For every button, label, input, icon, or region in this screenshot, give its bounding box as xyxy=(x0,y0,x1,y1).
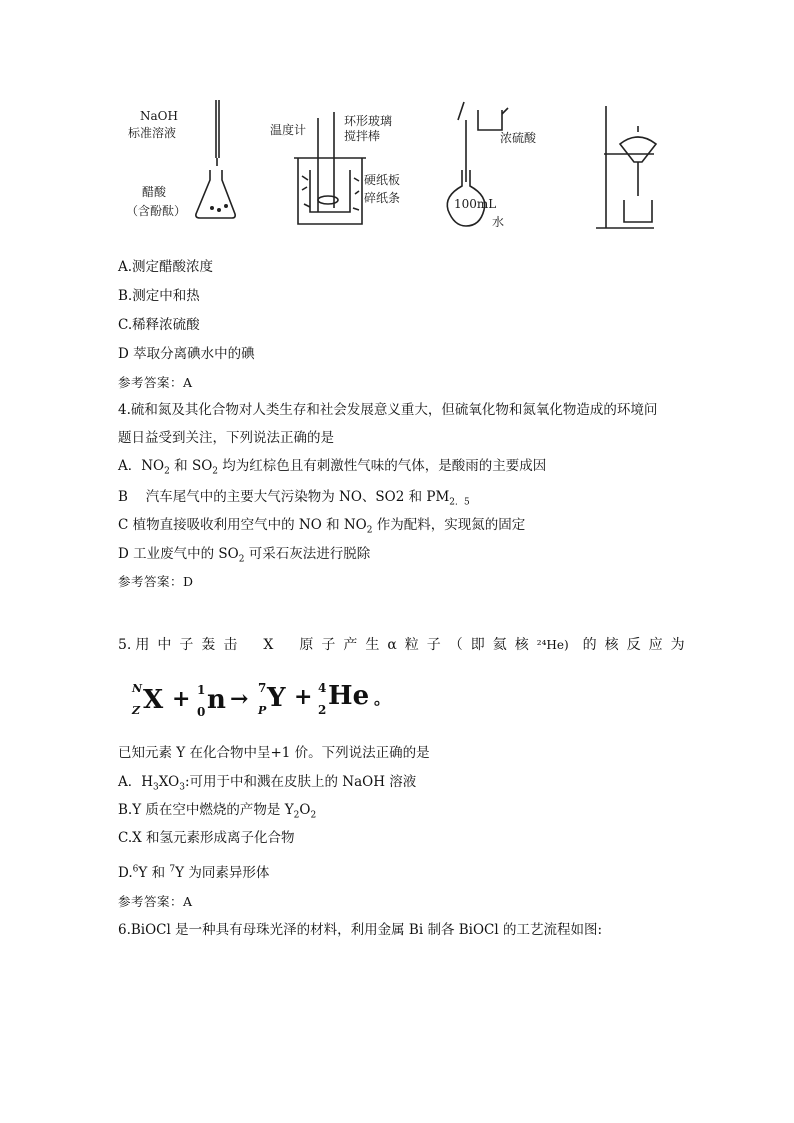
q3-option-d: D 萃取分离碘水中的碘 xyxy=(118,346,255,362)
q5-d-text-1: D. xyxy=(118,865,133,881)
q4-d-sub: 2 xyxy=(238,554,245,565)
q6-stem: 6.BiOCl 是一种具有母珠光泽的材料，利用金属 Bi 制各 BiOCl 的工艺流程如图: xyxy=(118,922,603,938)
q5-stem-char: 的 xyxy=(582,637,597,653)
q4-option-d xyxy=(118,545,370,563)
eq-he-mass: 4 xyxy=(318,681,327,695)
q4-d-text-1: D 工业废气中的 SO xyxy=(118,546,239,562)
q5-stem-char: 5. xyxy=(118,637,132,653)
q5-a-text-2: XO xyxy=(158,774,180,790)
q4-option-b xyxy=(118,488,470,506)
q4-c-text-2: 作为配料，实现氮的固定 xyxy=(372,517,526,533)
q5-stem-char: α xyxy=(387,637,397,653)
q3-option-b: B.测定中和热 xyxy=(118,288,200,304)
q5-stem-char: （ xyxy=(448,637,463,653)
q4-a-text-1: A．NO xyxy=(118,458,165,474)
q5-option-c: C.X 和氢元素形成离子化合物 xyxy=(118,830,295,846)
q5-answer: 参考答案：A xyxy=(118,894,193,909)
q5-option-d xyxy=(118,864,269,882)
label-phenolphthalein: （含酚酞） xyxy=(126,204,187,218)
nuclear-equation xyxy=(130,672,400,724)
label-standard-solution: 标准溶液 xyxy=(128,126,177,140)
q5-b-text-2: O xyxy=(299,802,311,818)
q5-a-text-3: :可用于中和溅在皮肤上的 NaOH 溶液 xyxy=(184,774,417,790)
q5-stem-char: ²⁴He) xyxy=(536,638,569,652)
q5-b-sub-1: 2 xyxy=(293,810,300,821)
q5-b-text-1: B.Y 质在空中燃烧的产物是 Y xyxy=(118,802,294,818)
q5-stem-char: 中 xyxy=(157,637,172,653)
q4-a-text-2: 和 SO xyxy=(169,458,213,474)
eq-x-number: Z xyxy=(132,704,141,717)
q5-a-sub-2: 3 xyxy=(179,782,185,793)
q5-d-text-2: Y 和 xyxy=(138,865,170,881)
q4-stem-line1: 4.硫和氮及其化合物对人类生存和社会发展意义重大，但硫氧化物和氮氧化物造成的环境问 xyxy=(118,402,658,418)
q5-stem-char: X xyxy=(263,637,274,653)
q4-c-text-1: C 植物直接吸收利用空气中的 NO 和 NO xyxy=(118,517,367,533)
q3-answer: 参考答案：A xyxy=(118,375,193,390)
q4-answer: 参考答案：D xyxy=(118,574,194,589)
q5-a-text-1: A．H xyxy=(118,774,154,790)
label-thermometer: 温度计 xyxy=(270,123,307,137)
eq-n-mass: 1 xyxy=(197,683,206,697)
q5-stem-char: 子 xyxy=(321,637,336,653)
eq-x: X xyxy=(143,685,164,715)
q5-b-sub-2: 2 xyxy=(310,810,317,821)
label-paper-scraps: 碎纸条 xyxy=(364,191,401,205)
nuclear-equation-graphic xyxy=(130,672,400,724)
q3-option-a: A.测定醋酸浓度 xyxy=(118,259,214,275)
q5-stem-char: 粒 xyxy=(404,637,419,653)
q4-option-c xyxy=(118,516,525,534)
eq-n-number: 0 xyxy=(197,705,206,719)
q5-stem-char: 应 xyxy=(648,637,663,653)
q5-stem-char: 即 xyxy=(470,637,485,653)
q5-stem-char: 轰 xyxy=(201,637,216,653)
apparatus-figure xyxy=(118,100,658,236)
q4-option-a xyxy=(118,457,546,475)
eq-y-mass: 7 xyxy=(258,681,267,695)
q5-stem-char: 子 xyxy=(179,637,194,653)
q5-stem-char: 产 xyxy=(343,637,358,653)
eq-period: 。 xyxy=(374,689,391,708)
eq-y: Y xyxy=(267,683,286,713)
apparatus-drawing xyxy=(118,100,658,236)
label-glass-stirrer-2: 搅拌棒 xyxy=(344,129,381,143)
q5-a-sub-1: 3 xyxy=(153,782,159,793)
eq-he-number: 2 xyxy=(318,703,327,717)
label-concentrated-sulfuric-acid: 浓硫酸 xyxy=(500,131,537,145)
eq-x-mass: N xyxy=(132,682,143,695)
label-glass-stirrer-1: 环形玻璃 xyxy=(344,114,393,128)
eq-n: n xyxy=(207,685,226,715)
q4-a-sub-2: 2 xyxy=(212,466,219,477)
titration-apparatus xyxy=(196,100,235,218)
q5-stem-char: 子 xyxy=(426,637,441,653)
eq-he: He xyxy=(328,681,370,711)
label-naoh: NaOH xyxy=(140,109,178,123)
eq-arrow: → xyxy=(230,686,249,712)
q5-stem xyxy=(118,636,693,654)
label-acetic-acid: 醋酸 xyxy=(142,185,167,199)
eq-y-number: P xyxy=(258,704,267,717)
q3-option-c: C.稀释浓硫酸 xyxy=(118,317,200,333)
q5-stem-char: 击 xyxy=(223,637,238,653)
eq-plus-2: + xyxy=(294,684,313,710)
q5-option-a xyxy=(118,773,416,791)
q4-stem-line2: 题日益受到关注，下列说法正确的是 xyxy=(118,430,334,446)
q5-stem-char: 核 xyxy=(514,637,529,653)
separatory-funnel-apparatus xyxy=(596,106,656,228)
q4-d-text-2: 可采石灰法进行脱除 xyxy=(244,546,371,562)
q5-d-sup-2: 7 xyxy=(169,864,176,875)
q5-intro: 已知元素 Y 在化合物中呈+1 价。下列说法正确的是 xyxy=(118,745,430,761)
q5-stem-char: 核 xyxy=(604,637,619,653)
q5-option-b xyxy=(118,801,316,819)
q5-stem-char: 反 xyxy=(626,637,641,653)
q5-stem-char: 为 xyxy=(670,637,685,653)
q5-stem-char: 生 xyxy=(365,637,380,653)
q4-b-sub: 2．5 xyxy=(449,497,470,508)
q4-b-text: B 汽车尾气中的主要大气污染物为 NO、SO2 和 PM xyxy=(118,489,450,505)
label-water: 水 xyxy=(492,215,505,229)
label-cardboard: 硬纸板 xyxy=(364,173,401,187)
label-flask-volume: 100mL xyxy=(454,197,497,211)
q5-stem-char: 用 xyxy=(135,637,150,653)
q4-a-sub-1: 2 xyxy=(164,466,170,477)
q4-a-text-3: 均为红棕色且有刺激性气味的气体，是酸雨的主要成因 xyxy=(218,458,547,474)
q5-d-sup-1: 6 xyxy=(132,864,139,875)
q5-stem-char: 氦 xyxy=(492,637,507,653)
q5-d-text-3: Y 为同素异形体 xyxy=(175,865,270,881)
q5-stem-char: 原 xyxy=(299,637,314,653)
eq-plus-1: + xyxy=(172,686,191,712)
q4-c-sub: 2 xyxy=(366,525,373,536)
